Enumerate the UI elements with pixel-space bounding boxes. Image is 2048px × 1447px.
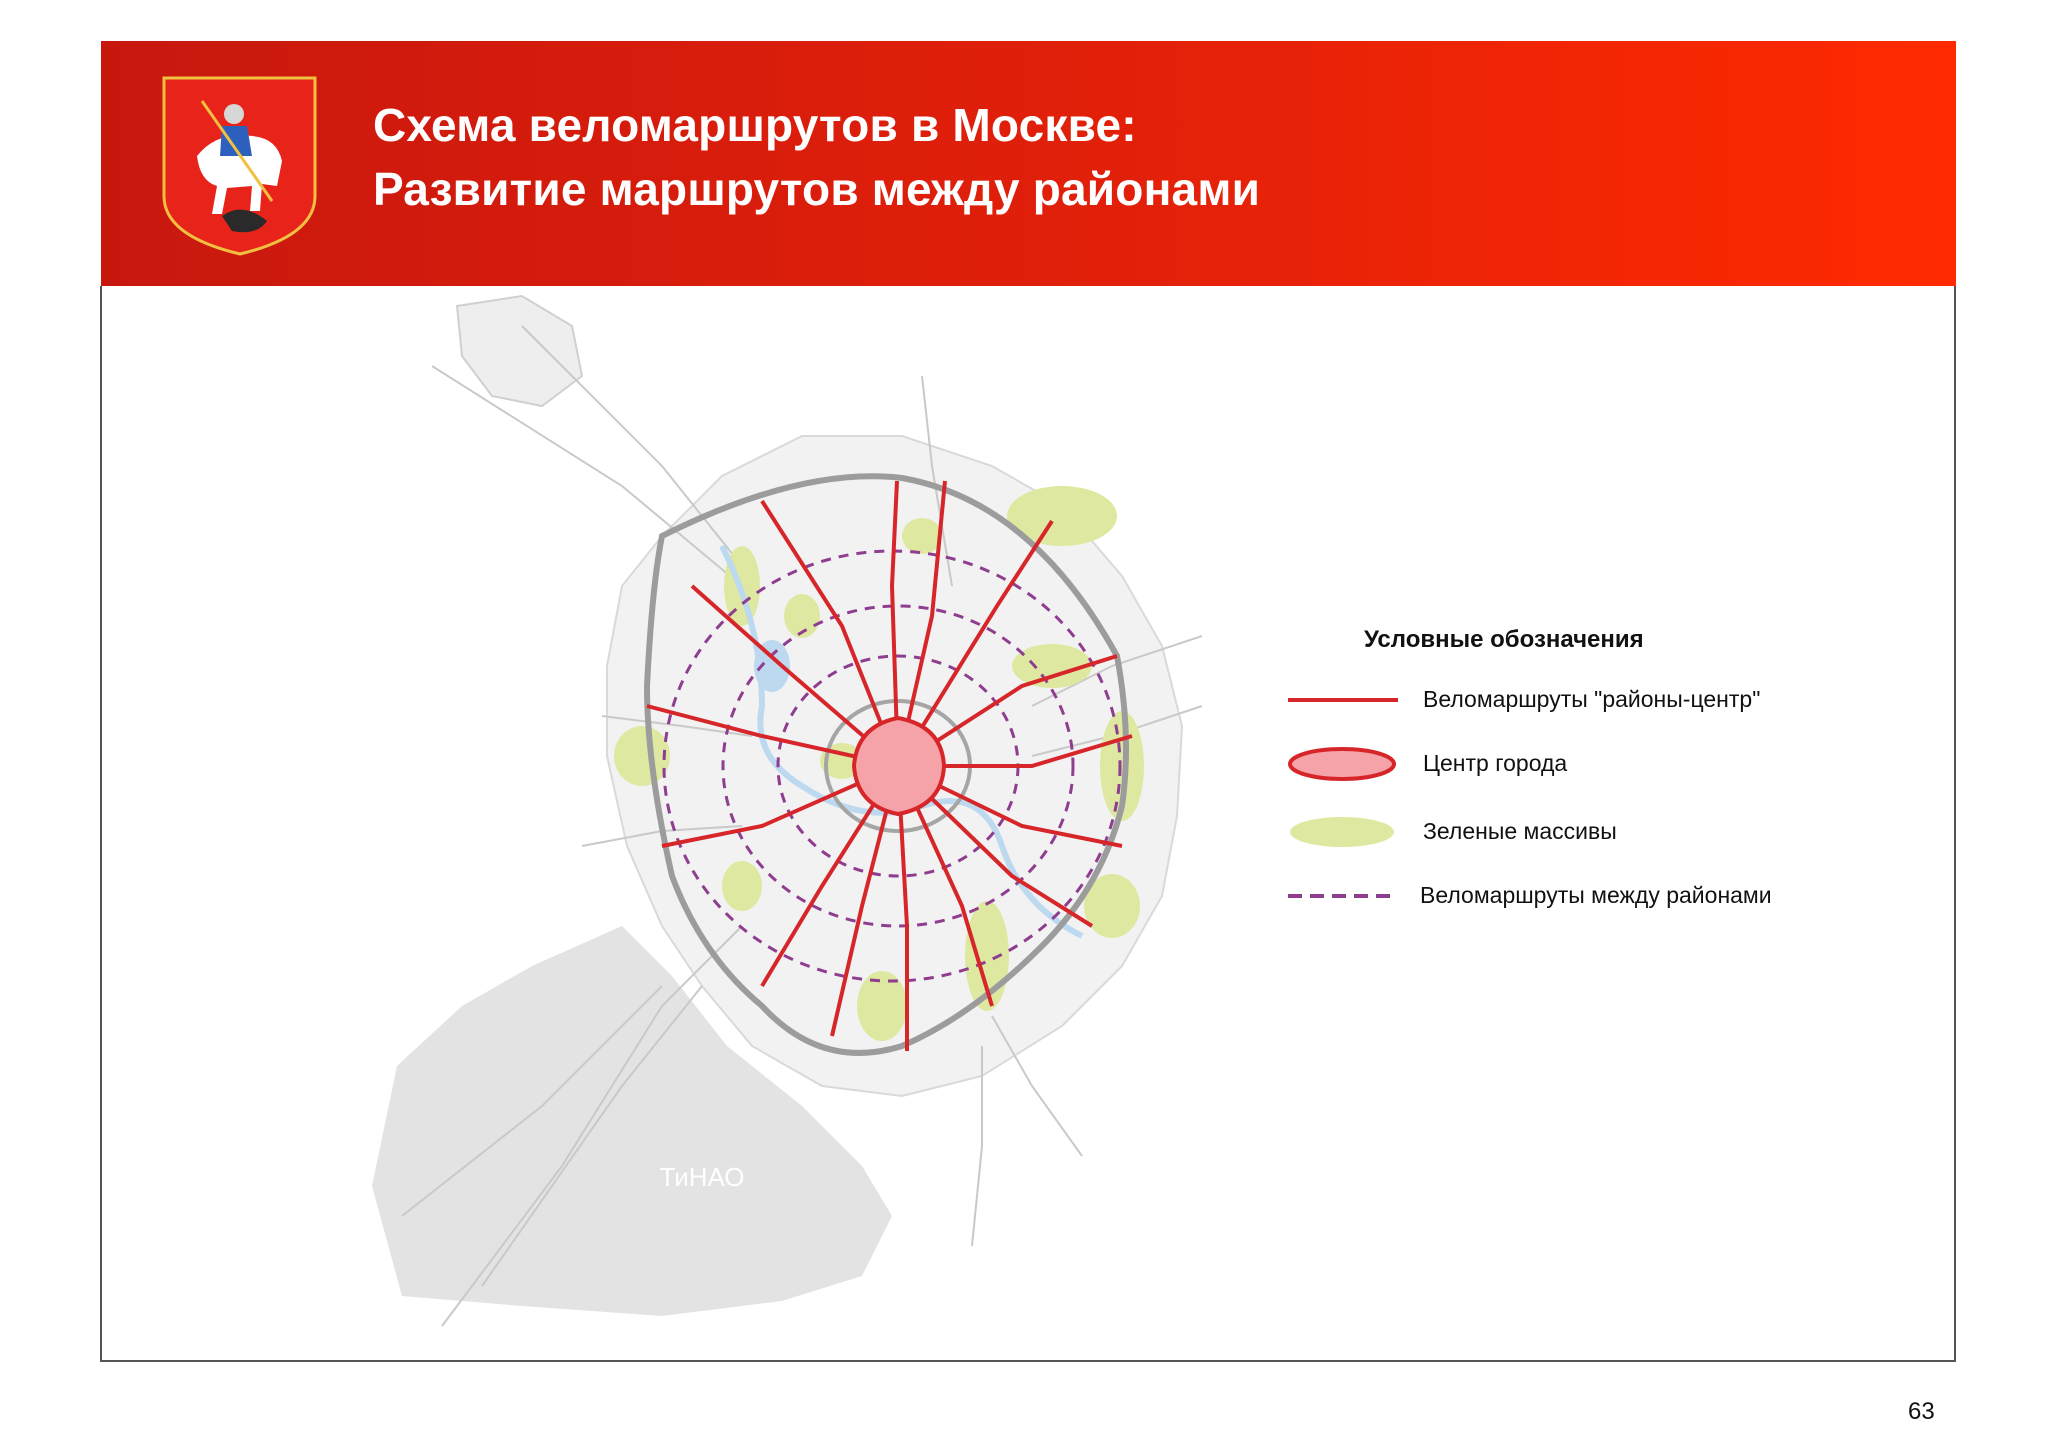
map-frame <box>100 286 1956 1362</box>
green-area <box>857 971 907 1041</box>
green-area-symbol <box>1282 812 1402 852</box>
legend-item-green <box>1282 812 1902 852</box>
legend-label-green: Зеленые массивы <box>1423 818 1617 844</box>
inter-district-route-symbol <box>1282 876 1402 916</box>
city-center-symbol <box>1282 744 1402 784</box>
legend-label-radial: Веломаршруты "районы-центр" <box>1423 686 1761 712</box>
green-area <box>614 726 670 786</box>
title-line-2: Развитие маршрутов между районами <box>373 163 1261 215</box>
title-line-1: Схема веломаршрутов в Москве: <box>373 99 1137 151</box>
green-area <box>902 518 942 554</box>
legend-item-center <box>1282 744 1902 784</box>
zelenograd-area <box>457 296 582 406</box>
tinao-label: ТиНАО <box>659 1162 745 1192</box>
header-banner <box>101 41 1956 286</box>
legend-item-inter-district <box>1282 876 1902 916</box>
legend-item-radial <box>1282 680 1902 720</box>
legend-label-center: Центр города <box>1423 750 1568 776</box>
moscow-coat-of-arms-emblem <box>162 76 317 256</box>
legend-label-inter-district: Веломаршруты между районами <box>1420 882 1772 908</box>
city-center <box>854 718 944 814</box>
page-number: 63 <box>1908 1398 1935 1425</box>
green-area <box>722 861 762 911</box>
legend-title: Условные обозначения <box>1364 626 1644 653</box>
radial-route-symbol <box>1282 680 1402 720</box>
slide-title <box>373 93 1260 221</box>
